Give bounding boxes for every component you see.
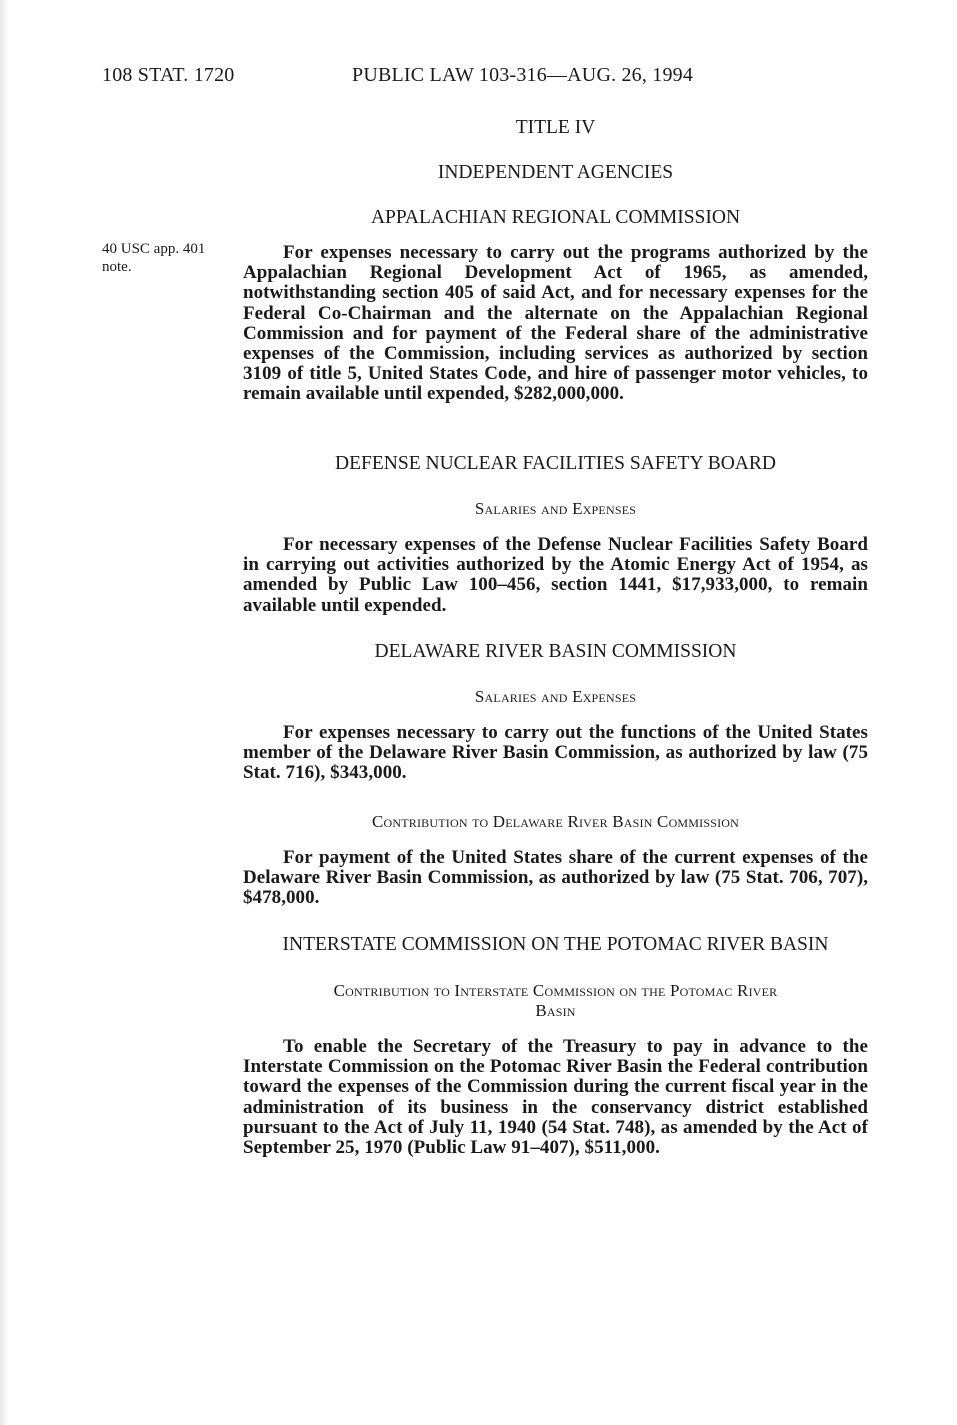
title-name: INDEPENDENT AGENCIES — [437, 162, 674, 183]
delaware-contribution-subheading: Contribution to Delaware River Basin Commission — [371, 812, 740, 831]
page-edge-shadow — [0, 0, 8, 1425]
margin-note: 40 USC app. 401 note. — [102, 241, 206, 275]
delaware-contribution-text: For payment of the United States share of the current expenses of the Delaware River Basin Commission, as authorized by law (75 Stat. 706, 707), $478,000. — [243, 847, 868, 909]
delaware-heading: DELAWARE RIVER BASIN COMMISSION — [374, 641, 737, 662]
defense-nuclear-text: For necessary expenses of the Defense Nuclear Facilities Safety Board in carrying out activities authorized by the Atomic Energy Act of 1954, as amended by Public Law 100–456, section 1441, $17,933,000, to remain available until expended. — [243, 534, 868, 616]
appalachian-text: For expenses necessary to carry out the programs authorized by the Appalachian Regional Development Act of 1965, as amended, notwithstanding section 405 of said Act, and for necessary expenses for the Federal Co-Chairman and the alternate on the Appalachian Regional Commission and for payment of the Federal share of the administrative expenses of the Commission, including services as authorized by section 3109 of title 5, United States Code, and hire of passenger motor vehicles, to remain available until expended, $282,000,000. — [243, 242, 868, 405]
appalachian-heading: APPALACHIAN REGIONAL COMMISSION — [370, 207, 741, 228]
potomac-heading: INTERSTATE COMMISSION ON THE POTOMAC RIVER BASIN — [282, 934, 829, 955]
potomac-subheading-line1: Contribution to Interstate Commission on the Potomac River — [333, 981, 778, 1000]
law-header: PUBLIC LAW 103-316—AUG. 26, 1994 — [352, 64, 694, 86]
potomac-text: To enable the Secretary of the Treasury to pay in advance to the Interstate Commission on the Potomac River Basin the Federal contribution toward the expenses of the Commission during the current fiscal year in the administration of its business in the conservancy district established pursuant to the Act of July 11, 1940 (54 Stat. 748), as amended by the Act of September 25, 1970 (Public Law 91–407), $511,000. — [243, 1036, 868, 1159]
stat-page-number: 108 STAT. 1720 — [102, 64, 235, 86]
potomac-subheading-line2: Basin — [535, 1001, 576, 1020]
defense-nuclear-heading: DEFENSE NUCLEAR FACILITIES SAFETY BOARD — [335, 453, 776, 474]
delaware-subheading: Salaries and Expenses — [474, 687, 637, 706]
delaware-text: For expenses necessary to carry out the functions of the United States member of the Delaware River Basin Commission, as authorized by law (75 Stat. 716), $343,000. — [243, 722, 868, 784]
title-number: TITLE IV — [515, 117, 596, 138]
defense-nuclear-subheading: Salaries and Expenses — [474, 499, 637, 518]
